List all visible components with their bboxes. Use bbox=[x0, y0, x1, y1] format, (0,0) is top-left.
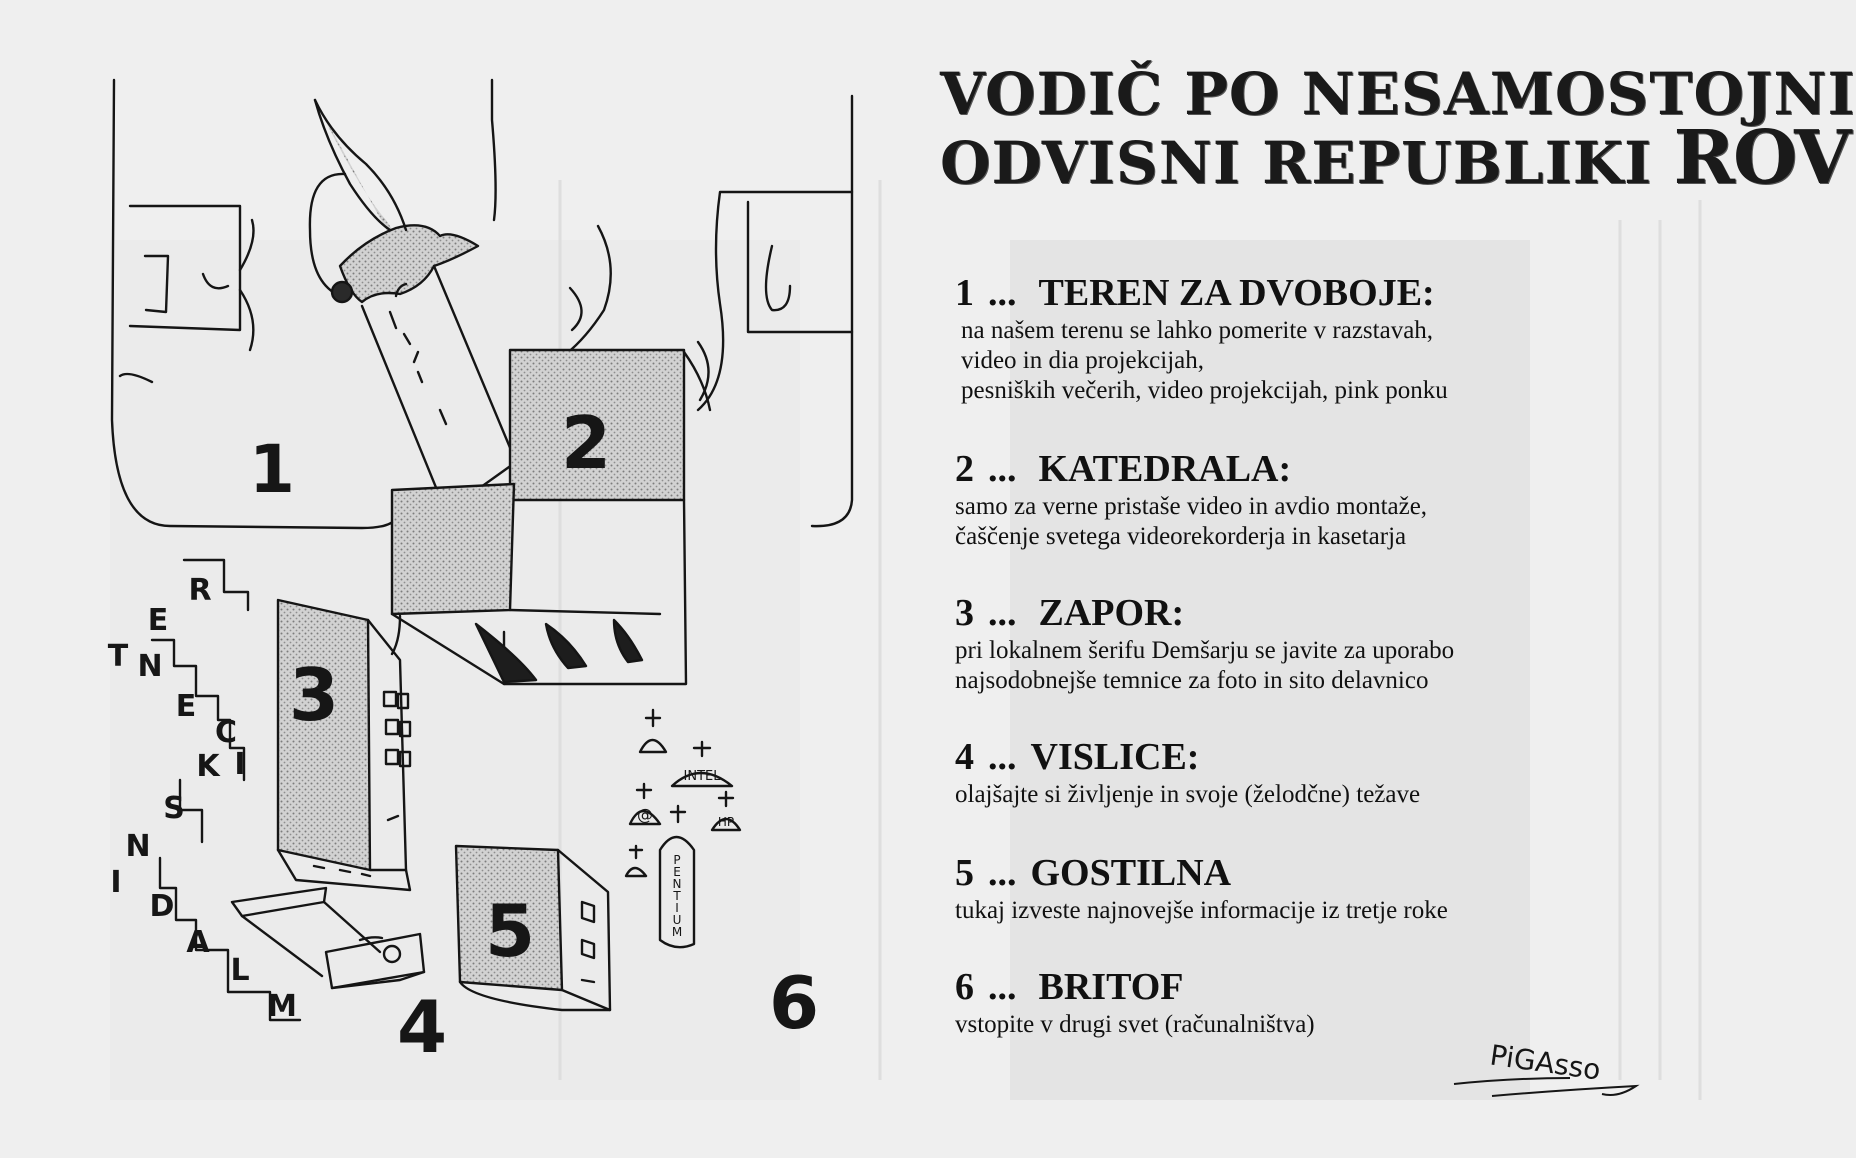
legend-name: GOSTILNA bbox=[1030, 852, 1232, 894]
artist-signature bbox=[1452, 1038, 1642, 1110]
legend-entry-3 bbox=[955, 592, 1615, 696]
terrain-zone-1 bbox=[112, 80, 496, 528]
legend-entry-5 bbox=[955, 852, 1615, 926]
tombstone-at-label: @ bbox=[637, 805, 653, 824]
legend-description-line: olajšajte si življenje in svoje (želodčne) težave bbox=[955, 781, 1421, 808]
title-line-2-text: ODVISNI REPUBLIKI bbox=[940, 129, 1653, 197]
legend-description-line: tukaj izveste najnovejše informacije iz tretje roke bbox=[955, 897, 1448, 924]
title-line-1: VODIČ PO NESAMOSTOJNI bbox=[940, 60, 1856, 128]
cathedral-tower bbox=[315, 100, 516, 512]
staircase-letter: N bbox=[137, 649, 163, 684]
staircase-letter: R bbox=[188, 573, 212, 608]
staircase-letter: M bbox=[267, 989, 297, 1024]
legend-number: 3 bbox=[955, 592, 974, 634]
legend-name: KATEDRALA: bbox=[1038, 448, 1292, 490]
legend-dots: ... bbox=[988, 736, 1017, 778]
tombstone-pentium-label: P E N T I U M bbox=[671, 853, 683, 939]
staircase-letter: T bbox=[107, 639, 129, 674]
legend-description-line: najsodobnejše temnice za foto in sito delavnico bbox=[955, 667, 1429, 694]
legend-number: 2 bbox=[955, 448, 974, 490]
legend-number: 1 bbox=[955, 272, 974, 314]
zone-number-4: 4 bbox=[396, 985, 448, 1069]
legend-number: 6 bbox=[955, 966, 974, 1008]
legend-dots: ... bbox=[988, 448, 1017, 490]
legend-name: TEREN ZA DVOBOJE: bbox=[1038, 272, 1435, 314]
legend-dots: ... bbox=[988, 272, 1017, 314]
signature-text: PiGAsso bbox=[1487, 1038, 1603, 1087]
staircase-letter: C bbox=[214, 715, 238, 750]
cathedral-building bbox=[392, 350, 710, 684]
tombstone-hp-label: HP bbox=[717, 815, 735, 829]
legend-entry-6 bbox=[955, 966, 1615, 1040]
staircase-letter: E bbox=[147, 603, 169, 638]
staircase-letter: A bbox=[186, 925, 210, 960]
legend-number: 5 bbox=[955, 852, 974, 894]
zone-number-5: 5 bbox=[484, 889, 536, 973]
legend-entry-2 bbox=[955, 448, 1615, 552]
staircase-letter: S bbox=[163, 791, 185, 826]
legend-description-line: vstopite v drugi svet (računalništva) bbox=[955, 1011, 1315, 1038]
staircase-letter: K bbox=[196, 749, 220, 784]
page-title bbox=[940, 60, 1856, 201]
staircase-letter: L bbox=[230, 953, 250, 988]
legend-description-line: samo za verne pristaše video in avdio montaže, bbox=[955, 493, 1428, 520]
legend-dots: ... bbox=[988, 592, 1017, 634]
legend-dots: ... bbox=[988, 852, 1017, 894]
prison-building bbox=[278, 600, 410, 890]
zone-number-2: 2 bbox=[560, 401, 612, 485]
legend-description-line: pri lokalnem šerifu Demšarju se javite za uporabo bbox=[955, 637, 1455, 664]
zone-number-1: 1 bbox=[249, 431, 295, 508]
legend-description-line: čaščenje svetega videorekorderja in kasetarja bbox=[955, 523, 1407, 550]
staircase-letter: D bbox=[149, 889, 175, 924]
staircase-letter: I bbox=[110, 865, 122, 900]
zone-number-6: 6 bbox=[768, 961, 820, 1045]
staircase-letter: E bbox=[175, 689, 197, 724]
legend-description-line: video in dia projekcijah, bbox=[961, 347, 1204, 374]
legend-name: ZAPOR: bbox=[1038, 592, 1185, 634]
legend-number: 4 bbox=[955, 736, 974, 778]
title-line-2 bbox=[940, 115, 1850, 201]
village-map-illustration bbox=[100, 80, 890, 1100]
legend-description-line: pesniških večerih, video projekcijah, pink ponku bbox=[961, 377, 1448, 404]
legend-name: VISLICE: bbox=[1030, 736, 1200, 778]
title-rov: ROV bbox=[1673, 115, 1850, 201]
gallows-structure bbox=[232, 888, 424, 988]
legend-dots: ... bbox=[988, 966, 1017, 1008]
tombstone-intel-label: INTEL bbox=[683, 769, 721, 784]
legend-entry-1 bbox=[955, 272, 1615, 406]
legend-entry-4 bbox=[955, 736, 1615, 810]
staircase-letter: I bbox=[234, 747, 246, 782]
legend-description-line: na našem terenu se lahko pomerite v razstavah, bbox=[961, 317, 1434, 344]
staircase-letter: N bbox=[125, 829, 151, 864]
zone-number-3: 3 bbox=[288, 653, 340, 737]
legend-name: BRITOF bbox=[1038, 966, 1184, 1008]
